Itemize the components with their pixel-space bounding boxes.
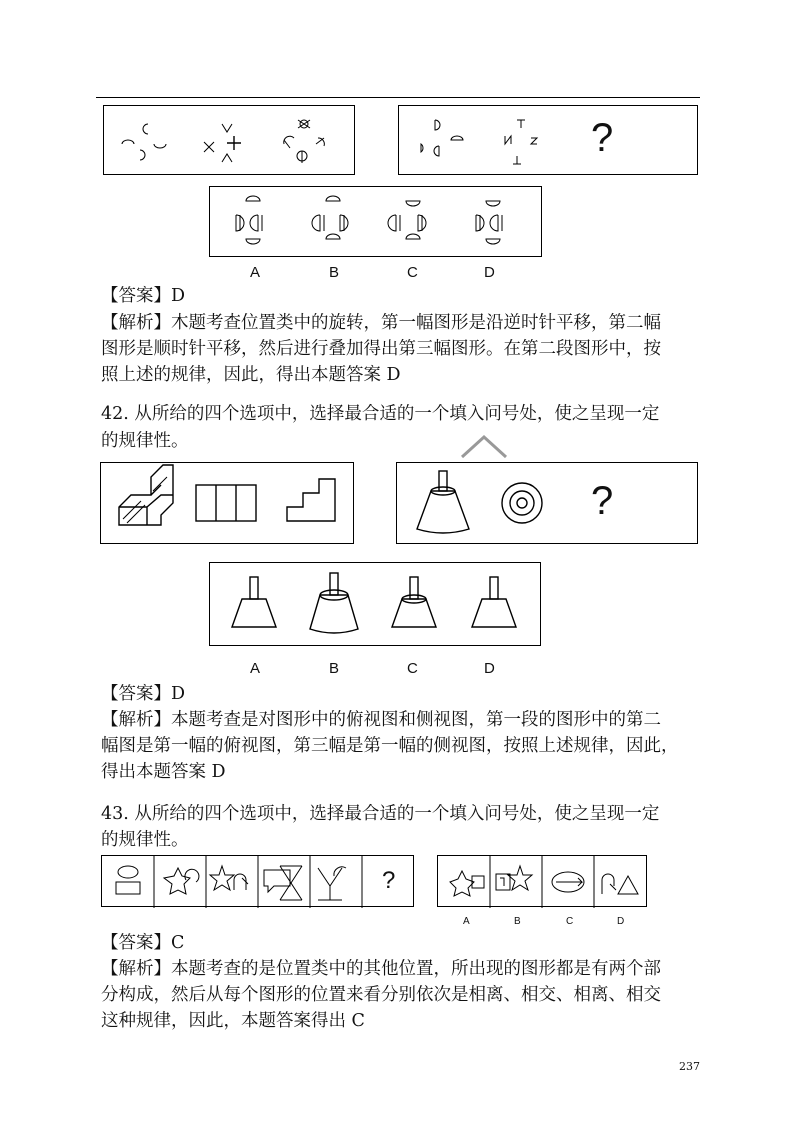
q41-options-panel	[209, 186, 542, 257]
q43-stem-figures	[102, 856, 415, 908]
q41-stem-figures-2	[399, 106, 699, 176]
q42-stem-panel-1	[100, 462, 354, 544]
header-rule	[96, 97, 700, 98]
q41-stem-figures-1	[104, 106, 356, 176]
q42-stem-panel-2	[396, 462, 698, 544]
q42-question-line-1: 42. 从所给的四个选项中，选择最合适的一个填入问号处，使之呈现一定	[101, 404, 660, 424]
q41-option-b-label: B	[329, 264, 340, 281]
q42-analysis-line-1: 【解析】本题考查是对图形中的俯视图和侧视图，第一段的图形中的第二	[101, 710, 661, 730]
q42-option-b-label: B	[329, 660, 340, 677]
q41-stem-panel-1	[103, 105, 355, 175]
q41-stem-panel-2	[398, 105, 698, 175]
q42-option-figures	[210, 563, 542, 647]
q43-option-d-label: D	[617, 916, 625, 927]
q41-answer: 【答案】D	[101, 286, 186, 306]
q42-analysis-line-3: 得出本题答案 D	[101, 762, 226, 782]
q43-option-figures	[438, 856, 648, 908]
q41-analysis-line-3: 照上述的规律，因此，得出本题答案 D	[101, 365, 401, 385]
q41-question-mark: ?	[591, 116, 614, 160]
q41-option-a-label: A	[250, 264, 261, 281]
q41-option-c-label: C	[407, 264, 418, 281]
watermark-mark	[460, 433, 510, 459]
q43-options-strip	[437, 855, 647, 907]
q43-question-mark: ?	[382, 867, 396, 894]
q42-option-a-label: A	[250, 660, 261, 677]
q43-answer: 【答案】C	[101, 933, 185, 953]
q42-option-c-label: C	[407, 660, 418, 677]
q42-option-d-label: D	[484, 660, 495, 677]
page-number: 237	[679, 1060, 700, 1073]
q43-stem-strip	[101, 855, 414, 907]
q41-option-d-label: D	[484, 264, 495, 281]
q43-analysis-line-1: 【解析】本题考查的是位置类中的其他位置，所出现的图形都是有两个部	[101, 959, 661, 979]
q42-stem-figures-1	[101, 463, 355, 545]
q43-analysis-line-3: 这种规律，因此，本题答案得出 C	[101, 1011, 365, 1031]
q41-analysis-line-1: 【解析】木题考查位置类中的旋转，第一幅图形是沿逆时针平移，第二幅	[101, 313, 661, 333]
q42-answer: 【答案】D	[101, 684, 186, 704]
q43-question-line-1: 43. 从所给的四个选项中，选择最合适的一个填入问号处，使之呈现一定	[101, 804, 660, 824]
q42-analysis-line-2: 幅图是第一幅的俯视图，第三幅是第一幅的侧视图，按照上述规律，因此，	[101, 736, 679, 756]
q42-stem-figures-2	[397, 463, 699, 545]
q43-option-a-label: A	[463, 916, 470, 927]
q43-question-line-2: 的规律性。	[101, 830, 189, 850]
q41-option-figures	[210, 187, 543, 258]
q42-options-panel	[209, 562, 541, 646]
q43-option-b-label: B	[514, 916, 521, 927]
q43-analysis-line-2: 分构成，然后从每个图形的位置来看分别依次是相离、相交、相离、相交	[101, 985, 661, 1005]
q43-option-c-label: C	[566, 916, 574, 927]
q42-question-line-2: 的规律性。	[101, 431, 189, 451]
q41-analysis-line-2: 图形是顺时针平移，然后进行叠加得出第三幅图形。在第二段图形中，按	[101, 339, 661, 359]
q42-question-mark: ?	[591, 479, 614, 523]
